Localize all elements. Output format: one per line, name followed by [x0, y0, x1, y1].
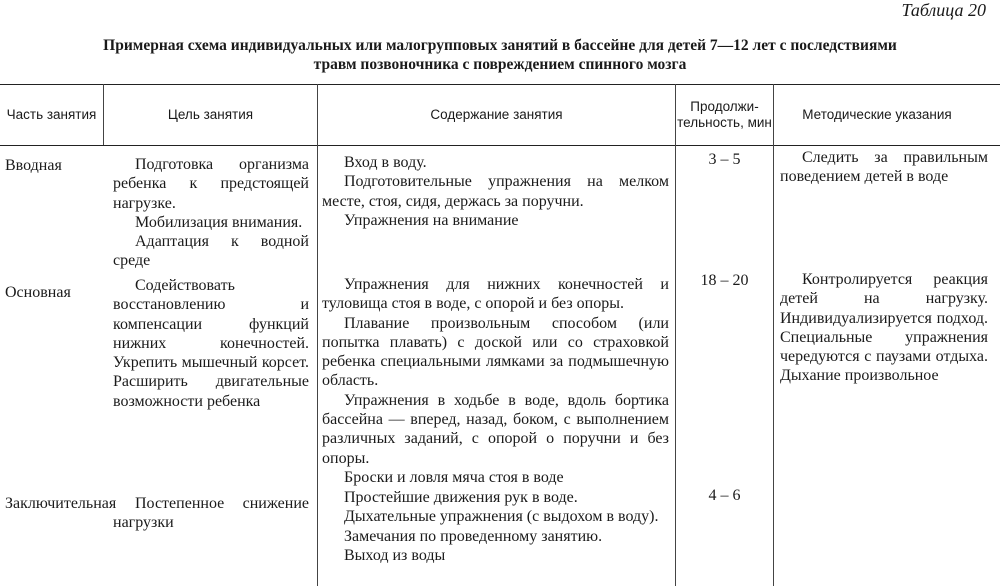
row-intro-goal [113, 155, 309, 271]
row-main-duration: 18 – 20 [700, 272, 749, 289]
goal-item: Мобилизация внимания. [135, 213, 303, 231]
goal-item: Подготовка организма ребенка к предстоящей нагрузке. [113, 156, 309, 212]
row-intro-part: Вводная [5, 157, 62, 174]
row-final-duration: 4 – 6 [708, 487, 741, 504]
content-item: Замечания по проведенному занятию. [344, 527, 603, 545]
header-bottom-rule [0, 145, 1000, 146]
goal-item: Адаптация к водной среде [113, 233, 309, 270]
row-intro-duration: 3 – 5 [708, 151, 741, 168]
content-item: Дыхательные упражнения (с выдохом в воду). [344, 508, 659, 526]
row-main-content [322, 275, 669, 487]
row-final-content [322, 488, 669, 565]
content-item: Выход из воды [344, 546, 446, 564]
row-intro-content [322, 153, 669, 230]
header-guidance: Методические указания [802, 107, 952, 122]
content-item: Упражнения для нижних конечностей и туловища стоя в воде, с опорой и без опоры. [322, 276, 669, 313]
goal-item: Содействовать восстановлению и компенсации функций нижних конечностей. Укрепить мышечный корсет. Расширить двигательные возможности ребенка [113, 277, 309, 410]
row-main-part: Основная [5, 284, 71, 301]
header-content: Содержание занятия [430, 107, 563, 122]
table-number: Таблица 20 [901, 0, 986, 20]
header-duration: Продолжительность, мин [677, 99, 772, 130]
content-item: Простейшие движения рук в воде. [344, 489, 578, 506]
content-item: Упражнения на внимание [344, 211, 519, 229]
table-caption-line-2: травм позвоночника с повреждением спинного мозга [313, 56, 687, 73]
row-final-goal [113, 494, 309, 533]
header-part: Часть занятия [6, 107, 97, 122]
content-item: Упражнения в ходьбе в воде, вдоль бортика бассейна — вперед, назад, боком, с выполнением различных заданий, с опорой о поручни и без опоры. [322, 391, 669, 467]
content-item: Броски и ловля мяча стоя в воде [344, 468, 564, 486]
content-item: Подготовительные упражнения на мелком месте, стоя, сидя, держась за поручни. [322, 173, 669, 210]
content-item: Вход в воду. [344, 154, 427, 171]
column-divider [317, 84, 318, 586]
header-goal: Цель занятия [167, 107, 254, 122]
row-intro-guidance: Следить за правильным поведением детей в воде [780, 149, 988, 186]
column-divider [773, 84, 774, 586]
row-main-goal [113, 276, 309, 411]
table-top-rule [0, 84, 1000, 85]
table-caption-line-1: Примерная схема индивидуальных или малогрупповых занятий в бассейне для детей 7—12 лет с последствиями [103, 37, 897, 54]
content-item: Плавание произвольным способом (или попытка плавать) с доской или со страховкой ребенка специальными лямками за подмышечную область. [322, 314, 669, 390]
goal-item: Постепенное снижение нагрузки [113, 495, 309, 532]
row-main-guidance: Контролируется реакция детей на нагрузку. Индивидуализируется подход. Специальные упражнения чередуются с паузами отдыха. Дыхание произвольное [780, 271, 988, 385]
row-final-part: Заключительная [5, 495, 117, 512]
